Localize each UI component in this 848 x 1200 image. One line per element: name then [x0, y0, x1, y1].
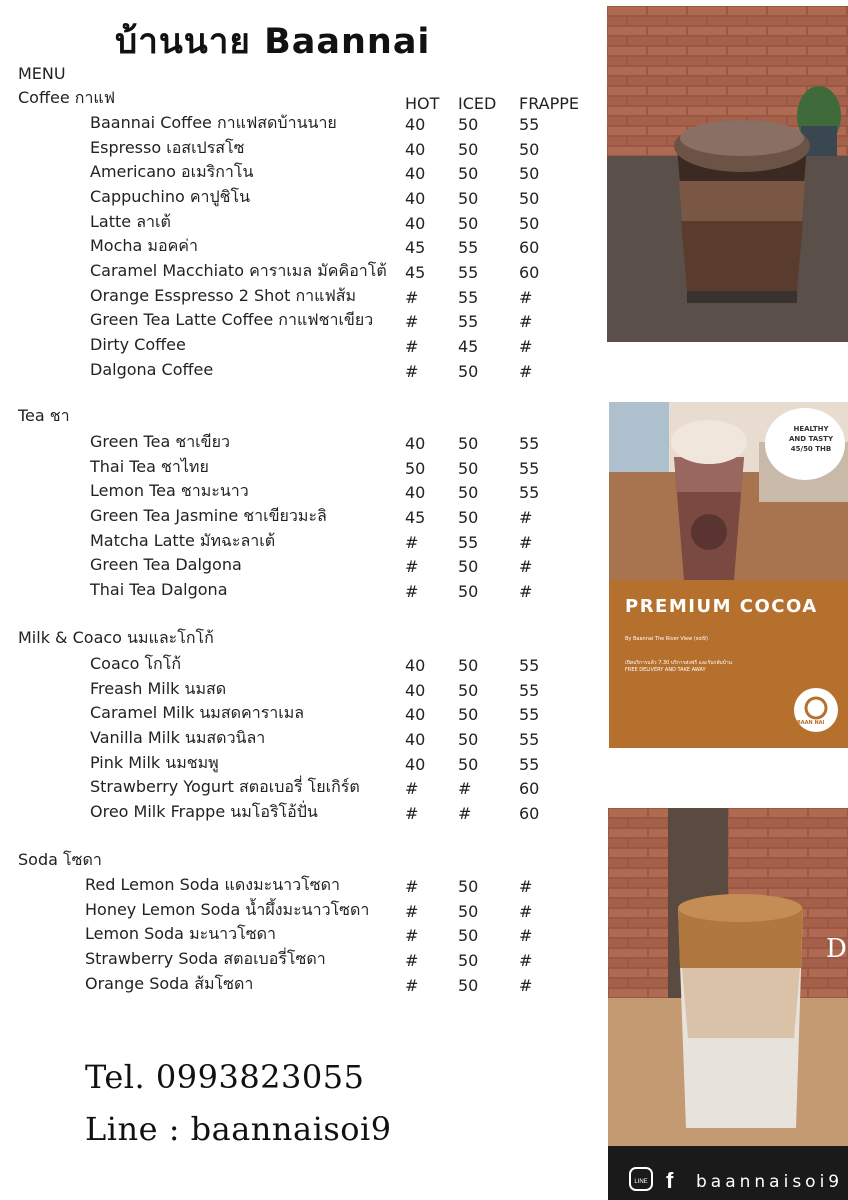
- menu-item-name: Pink Milk นมชมพู: [90, 752, 219, 772]
- price-hot: 50: [405, 458, 426, 478]
- menu-item-name: Vanilla Milk นมสดวนิลา: [90, 727, 266, 747]
- price-hot: 40: [405, 656, 426, 675]
- price-hot: 40: [405, 680, 426, 700]
- menu-item-name: Thai Tea Dalgona: [90, 579, 228, 599]
- price-frappe: #: [519, 557, 533, 577]
- price-frappe: 55: [519, 705, 540, 725]
- svg-text:LINE: LINE: [634, 1179, 648, 1185]
- price-hot: 40: [405, 434, 426, 453]
- price-iced: 50: [458, 188, 479, 208]
- price-iced: 55: [458, 238, 479, 258]
- price-frappe: #: [519, 877, 533, 896]
- price-iced: 55: [458, 312, 479, 332]
- price-hot: #: [405, 532, 419, 552]
- price-frappe: #: [519, 312, 533, 332]
- menu-item-row: [0, 259, 600, 283]
- menu-item-row: [0, 504, 600, 528]
- menu-item-name: Honey Lemon Soda น้ำผึ้งมะนาวโซดา: [85, 899, 370, 919]
- menu-item-name: Lemon Soda มะนาวโซดา: [85, 924, 276, 944]
- price-iced: 50: [458, 434, 479, 453]
- price-hot: #: [405, 581, 419, 601]
- price-frappe: #: [519, 950, 533, 970]
- price-frappe: #: [519, 336, 533, 356]
- partial-letter: D: [826, 934, 847, 964]
- price-iced: 50: [458, 656, 479, 675]
- menu-item-name: Americano อเมริกาโน: [90, 162, 254, 182]
- menu-item-row: [0, 160, 600, 184]
- price-hot: 40: [405, 483, 426, 503]
- facebook-icon: f: [666, 1168, 674, 1193]
- price-frappe: 55: [519, 458, 540, 478]
- menu-item-name: Strawberry Yogurt สตอเบอรี่ โยเกิร์ต: [90, 777, 360, 797]
- price-hot: #: [405, 312, 419, 332]
- column-header-frappe: FRAPPE: [519, 94, 580, 113]
- column-header-hot: HOT: [405, 94, 440, 113]
- page-title: บ้านนาย Baannai: [115, 22, 431, 62]
- price-hot: 45: [405, 507, 426, 527]
- social-handle: baannaisoi9: [696, 1172, 844, 1192]
- menu-item-row: [0, 677, 600, 701]
- menu-item-name: Red Lemon Soda แดงมะนาวโซดา: [85, 875, 340, 894]
- price-hot: #: [405, 361, 419, 381]
- price-iced: 50: [458, 557, 479, 577]
- menu-item-row: [0, 308, 600, 332]
- price-frappe: 60: [519, 803, 540, 823]
- price-iced: 50: [458, 877, 479, 896]
- menu-item-row: [0, 751, 600, 775]
- menu-label: MENU: [18, 64, 66, 83]
- menu-item-name: Dirty Coffee: [90, 334, 186, 354]
- promo-logo-text: BAAN NAI: [797, 720, 825, 726]
- menu-item-row: [0, 947, 600, 971]
- menu-item-name: Freash Milk นมสด: [90, 678, 227, 698]
- price-hot: 40: [405, 213, 426, 233]
- menu-item-row: [0, 284, 600, 308]
- menu-item-row: [0, 873, 600, 897]
- menu-item-row: [0, 111, 600, 135]
- price-hot: #: [405, 803, 419, 823]
- menu-item-row: [0, 652, 600, 676]
- promo-delivery: FREE DELIVERY AND TAKE AWAY: [625, 667, 706, 673]
- line-id: Line : baannaisoi9: [85, 1110, 392, 1148]
- price-frappe: #: [519, 975, 533, 995]
- phone-number: Tel. 0993823055: [85, 1058, 365, 1096]
- badge-line: 45/50 THB: [790, 445, 832, 453]
- promo-premium-cocoa: [609, 402, 848, 748]
- price-hot: 40: [405, 754, 426, 774]
- menu-item-row: [0, 578, 600, 602]
- menu-item-name: Latte ลาเต้: [90, 211, 171, 231]
- dalgona-image: [608, 808, 848, 1200]
- price-frappe: 60: [519, 238, 540, 258]
- menu-item-row: [0, 358, 600, 382]
- menu-item-name: Orange Esspresso 2 Shot กาแฟส้ม: [90, 285, 357, 305]
- price-frappe: 50: [519, 213, 540, 233]
- promo-badge: [779, 424, 843, 454]
- menu-item-name: Oreo Milk Frappe นมโอริโอ้ปั่น: [90, 801, 318, 821]
- price-iced: 55: [458, 287, 479, 307]
- menu-item-row: [0, 775, 600, 799]
- price-iced: 50: [458, 213, 479, 233]
- price-hot: 40: [405, 188, 426, 208]
- price-hot: 40: [405, 139, 426, 159]
- promo-info: เปิดบริการแล้ว 7.30 บริการส่งฟรี และรับกลับบ้าน: [625, 660, 733, 666]
- menu-item-row: [0, 701, 600, 725]
- price-frappe: 55: [519, 483, 540, 503]
- photo-iced-mocha: [607, 6, 848, 342]
- price-hot: #: [405, 901, 419, 921]
- price-frappe: 60: [519, 779, 540, 799]
- price-iced: 50: [458, 926, 479, 946]
- price-iced: 50: [458, 975, 479, 995]
- menu-item-name: Green Tea Latte Coffee กาแฟชาเขียว: [90, 310, 374, 330]
- menu-item-row: [0, 333, 600, 357]
- price-hot: #: [405, 336, 419, 356]
- price-iced: 50: [458, 950, 479, 970]
- section-title: Milk & Coaco นมและโกโก้: [18, 628, 214, 647]
- menu-item-name: Green Tea ชาเขียว: [90, 432, 230, 451]
- menu-item-name: Matcha Latte มัทฉะลาเต้: [90, 530, 276, 550]
- price-iced: 50: [458, 507, 479, 527]
- photo-dalgona: [608, 808, 848, 1200]
- column-header-iced: ICED: [458, 94, 497, 113]
- menu-item-name: Green Tea Jasmine ชาเขียวมะลิ: [90, 505, 327, 525]
- menu-item-name: Caramel Macchiato คาราเมล มัคคิอาโต้: [90, 260, 387, 280]
- price-hot: 45: [405, 238, 426, 258]
- price-frappe: 50: [519, 188, 540, 208]
- price-frappe: #: [519, 361, 533, 381]
- price-hot: #: [405, 557, 419, 577]
- price-iced: 50: [458, 115, 479, 134]
- price-frappe: 55: [519, 115, 540, 134]
- promo-title: PREMIUM COCOA: [625, 596, 818, 617]
- price-frappe: 55: [519, 434, 540, 453]
- menu-item-row: [0, 529, 600, 553]
- menu-item-row: [0, 726, 600, 750]
- menu-item-name: Mocha มอคค่า: [90, 236, 198, 256]
- menu-item-name: Lemon Tea ชามะนาว: [90, 481, 249, 501]
- menu-item-row: [0, 479, 600, 503]
- price-iced: 50: [458, 458, 479, 478]
- menu-item-name: Cappuchino คาปูชิโน: [90, 186, 251, 206]
- price-iced: 50: [458, 581, 479, 601]
- price-frappe: 55: [519, 729, 540, 749]
- menu-item-row: [0, 922, 600, 946]
- price-frappe: #: [519, 287, 533, 307]
- promo-by: By Baannai The River View (soi9): [625, 636, 708, 642]
- menu-item-row: [0, 972, 600, 996]
- price-iced: 55: [458, 262, 479, 282]
- menu-item-name: Coaco โกโก้: [90, 654, 181, 673]
- price-hot: #: [405, 926, 419, 946]
- price-hot: #: [405, 877, 419, 896]
- menu-item-name: Green Tea Dalgona: [90, 555, 242, 575]
- price-hot: 40: [405, 164, 426, 184]
- menu-item-name: Espresso เอสเปรสโซ: [90, 137, 245, 157]
- price-frappe: 55: [519, 754, 540, 774]
- price-iced: 50: [458, 901, 479, 921]
- iced-mocha-image: [607, 6, 848, 342]
- section-title: Soda โซดา: [18, 850, 102, 869]
- price-hot: #: [405, 950, 419, 970]
- menu-item-row: [0, 430, 600, 454]
- price-iced: 45: [458, 336, 479, 356]
- menu-item-row: [0, 210, 600, 234]
- menu-item-row: [0, 185, 600, 209]
- price-iced: 50: [458, 754, 479, 774]
- menu-item-name: Orange Soda ส้มโซดา: [85, 973, 254, 993]
- price-iced: 50: [458, 705, 479, 725]
- menu-item-name: Thai Tea ชาไทย: [90, 456, 209, 476]
- price-hot: #: [405, 975, 419, 995]
- price-hot: 40: [405, 705, 426, 725]
- price-frappe: 55: [519, 680, 540, 700]
- price-frappe: 50: [519, 139, 540, 159]
- price-frappe: #: [519, 581, 533, 601]
- price-frappe: #: [519, 901, 533, 921]
- price-frappe: 55: [519, 656, 540, 675]
- menu-item-name: Dalgona Coffee: [90, 359, 214, 379]
- section-title: Coffee กาแฟ: [18, 88, 116, 107]
- menu-item-name: Baannai Coffee กาแฟสดบ้านนาย: [90, 113, 337, 132]
- price-frappe: #: [519, 507, 533, 527]
- menu-item-row: [0, 455, 600, 479]
- price-frappe: 60: [519, 262, 540, 282]
- menu-item-name: Caramel Milk นมสดคาราเมล: [90, 703, 305, 723]
- price-hot: 40: [405, 115, 426, 134]
- badge-line: AND TASTY: [788, 435, 834, 443]
- menu-item-row: [0, 136, 600, 160]
- menu-item-row: [0, 553, 600, 577]
- price-frappe: #: [519, 926, 533, 946]
- price-iced: 55: [458, 532, 479, 552]
- price-frappe: 50: [519, 164, 540, 184]
- price-hot: 45: [405, 262, 426, 282]
- price-iced: 50: [458, 361, 479, 381]
- section-title: Tea ชา: [18, 406, 70, 425]
- menu-item-name: Strawberry Soda สตอเบอรี่โซดา: [85, 948, 326, 968]
- price-frappe: #: [519, 532, 533, 552]
- price-iced: 50: [458, 483, 479, 503]
- menu-item-row: [0, 234, 600, 258]
- price-hot: #: [405, 779, 419, 799]
- price-iced: 50: [458, 680, 479, 700]
- price-hot: 40: [405, 729, 426, 749]
- price-iced: 50: [458, 139, 479, 159]
- price-hot: #: [405, 287, 419, 307]
- price-iced: 50: [458, 729, 479, 749]
- price-iced: 50: [458, 164, 479, 184]
- price-iced: #: [458, 803, 472, 823]
- menu-item-row: [0, 800, 600, 824]
- price-iced: #: [458, 779, 472, 799]
- badge-line: HEALTHY: [793, 425, 829, 433]
- menu-item-row: [0, 898, 600, 922]
